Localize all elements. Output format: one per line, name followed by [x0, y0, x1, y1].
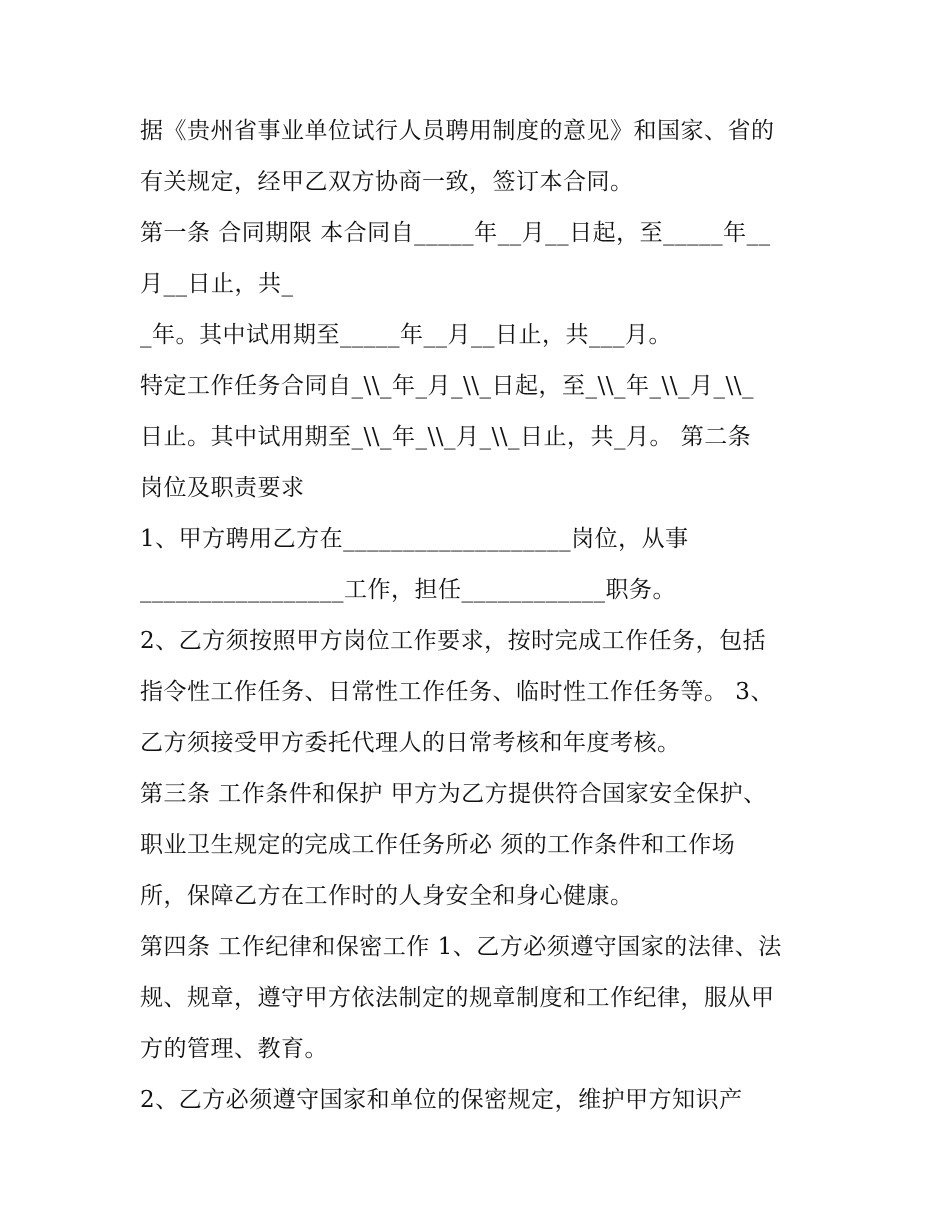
text-line: 特定工作任务合同自_\\_年_月_\\_日起，至_\\_年_\\_月_\\_	[140, 373, 754, 399]
text-line: 所，保障乙方在工作时的人身安全和身心健康。	[140, 883, 634, 909]
text-line: 2、乙方须按照甲方岗位工作要求，按时完成工作任务，包括	[140, 628, 767, 654]
text-line: 2、乙方必须遵守国家和单位的保密规定，维护甲方知识产	[140, 1087, 743, 1113]
text-line: 规、规章，遵守甲方依法制定的规章制度和工作纪律，服从甲	[140, 985, 775, 1011]
text-line: 岗位及职责要求	[140, 475, 305, 501]
contract-text	[140, 106, 820, 1126]
text-line: 有关规定，经甲乙双方协商一致，签订本合同。	[140, 169, 634, 195]
text-line: 日止。其中试用期至_\\_年_\\_月_\\_日止，共_月。 第二条	[140, 424, 752, 450]
text-line: 第四条 工作纪律和保密工作 1、乙方必须遵守国家的法律、法	[140, 934, 782, 960]
text-line: 第一条 合同期限 本合同自_____年__月__日起，至_____年__	[140, 220, 771, 246]
text-line: 据《贵州省事业单位试行人员聘用制度的意见》和国家、省的	[140, 118, 775, 144]
text-line: 乙方须接受甲方委托代理人的日常考核和年度考核。	[140, 730, 681, 756]
text-line: 方的管理、教育。	[140, 1036, 328, 1062]
text-line: 1、甲方聘用乙方在___________________岗位，从事	[140, 526, 689, 552]
text-line: 职业卫生规定的完成工作任务所必 须的工作条件和工作场	[140, 832, 736, 858]
text-line: 指令性工作任务、日常性工作任务、临时性工作任务等。 3、	[140, 679, 774, 705]
text-line: _________________工作，担任____________职务。	[140, 577, 676, 603]
text-line: _年。其中试用期至_____年__月__日止，共___月。	[140, 322, 672, 348]
text-line: 第三条 工作条件和保护 甲方为乙方提供符合国家安全保护、	[140, 781, 767, 807]
text-line: 月__日止，共_	[140, 271, 294, 297]
